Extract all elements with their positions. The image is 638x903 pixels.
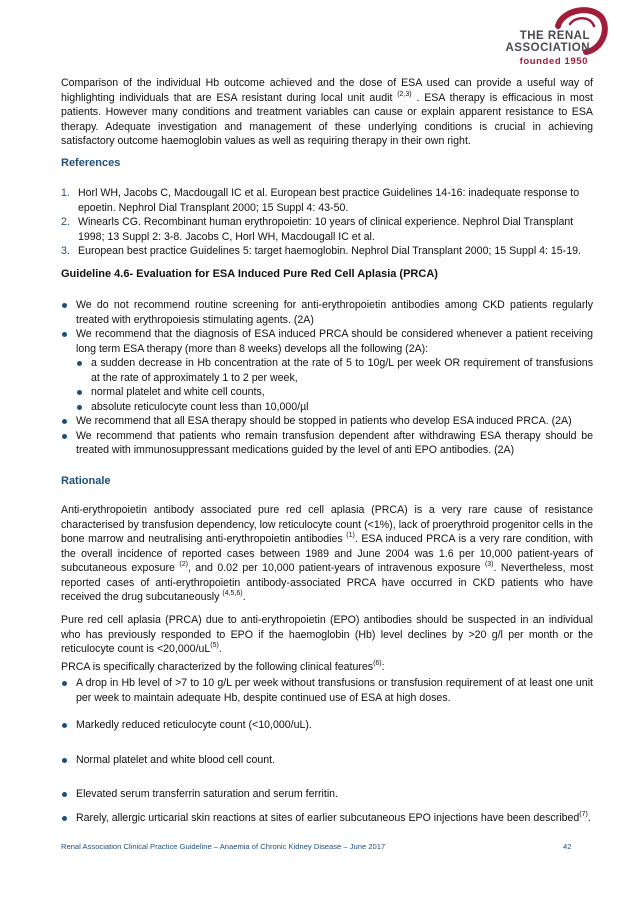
guideline-bullet: We recommend that the diagnosis of ESA induced PRCA should be considered whenever a patient receiving long term ESA therapy (more than 8 weeks) develops all the following (2A): a sudden decrease in Hb concentration at the rate of 5 to 10g/L per week OR requirement of transfusions at the rate of approximately 1 to 2 per week, normal platelet and white cell counts, absolute reticulocyte count less than 10,000/µl: [61, 327, 593, 414]
intro-text-2: . ESA therapy is efficacious in most patients. However many conditions and treatment variables can cause or explain apparent resistance to ESA therapy. Adequate investigation and management of these underlying conditions is crucial in achieving satisfactory outcome haemoglobin values as well as requiring therapy in their own right.: [61, 91, 593, 147]
bullet-icon: [77, 361, 82, 366]
feature-item: Rarely, allergic urticarial skin reactions at sites of earlier subcutaneous EPO injections have been described$^{(7)}$.: [61, 811, 593, 826]
reference-item: [61, 215, 593, 244]
feature-item: Normal platelet and white blood cell count.: [61, 753, 593, 768]
feature-item: Markedly reduced reticulocyte count (<10,000/uL).: [61, 718, 593, 733]
bullet-icon: [62, 792, 67, 797]
guideline-bullet: We recommend that patients who remain transfusion dependent after withdrawing ESA therapy should be treated with immunosuppressant medications guided by the level of anti EPO antibodies. (2A): [61, 429, 593, 458]
reference-item: [61, 186, 593, 215]
citation: (3): [484, 561, 494, 568]
citation: (6): [373, 660, 382, 667]
reference-number: 3.: [61, 245, 70, 257]
guideline-sub-bullet: a sudden decrease in Hb concentration at the rate of 5 to 10g/L per week OR requirement of transfusions at the rate of approximately 1 to 2 per week,: [76, 356, 593, 385]
footer-text: Renal Association Clinical Practice Guideline – Anaemia of Chronic Kidney Disease – June 2017: [61, 842, 386, 851]
bullet-icon: [62, 434, 67, 439]
logo-line-3: founded 1950: [519, 56, 588, 67]
guideline-heading: Guideline 4.6- Evaluation for ESA Induced Pure Red Cell Aplasia (PRCA): [61, 268, 438, 280]
reference-item: [61, 244, 593, 259]
reference-number: 1.: [61, 187, 70, 199]
page-number: 42: [563, 842, 572, 851]
feature-item: Elevated serum transferrin saturation and serum ferritin.: [61, 787, 593, 802]
bullet-icon: [62, 681, 67, 686]
reference-text: European best practice Guidelines 5: target haemoglobin. Nephrol Dial Transplant 2000; 15 Suppl 4: 15-19.: [78, 245, 581, 257]
feature-item: A drop in Hb level of >7 to 10 g/L per week without transfusions or transfusion requirement of at least one unit per week to maintain adequate Hb, despite continued use of ESA at high doses.: [61, 676, 593, 705]
bullet-icon: [62, 332, 67, 337]
logo-line-2: ASSOCIATION: [505, 42, 590, 54]
references-list: [61, 186, 593, 259]
reference-text: Winearls CG. Recombinant human erythropoietin: 10 years of clinical experience. Nephrol Dial Transplant 1998; 13 Suppl 2: 3-8. Jacobs C, Horl WH, Macdougall IC et al.: [78, 216, 574, 243]
rationale-heading: Rationale: [61, 475, 111, 487]
bullet-icon: [62, 816, 67, 821]
citation: (4,5,6): [222, 590, 243, 597]
renal-association-logo: [500, 4, 610, 84]
citation: (1): [346, 532, 355, 539]
intro-paragraph: [61, 76, 593, 149]
intro-citation: (2,3): [397, 90, 412, 98]
bullet-icon: [62, 758, 67, 763]
citation: (2): [179, 561, 188, 568]
bullet-icon: [77, 405, 82, 410]
guideline-bullet: We recommend that all ESA therapy should be stopped in patients who develop ESA induced PRCA. (2A): [61, 414, 593, 429]
references-heading: References: [61, 157, 121, 169]
citation: (5): [210, 642, 219, 649]
intro-text-1: Comparison of the individual Hb outcome achieved and the dose of ESA used can provide a useful way of highlighting individuals that are ESA resistant during local unit audit: [61, 77, 593, 104]
rationale-paragraph-1: Anti-erythropoietin antibody associated pure red cell aplasia (PRCA) is a very rare cause of resistance characterised by transfusion dependency, low reticulocyte count (<1%), lack of proerythroid progenitor cells in the bone marrow and neutralising anti-erythropoietin antibodies $^{(1)}$. ESA induced PRCA is a very rare condition, with the overall incidence of reported cases between 1989 and June 2004 was 1.6 per 10,000 patient-years of subcutaneous exposure $^{(2)}$, and 0.02 per 10,000 patient-years of intravenous exposure $^{(3)}$. Nevertheless, most reported cases of anti-erythropoietin antibody-associated PRCA have occurred in CKD patients who have received the drug subcutaneously $^{(4,5,6)}$.: [61, 504, 594, 603]
reference-number: 2.: [61, 216, 70, 228]
guideline-sub-bullet: absolute reticulocyte count less than 10,000/µl: [76, 400, 593, 415]
rationale-paragraph-2: Pure red cell aplasia (PRCA) due to anti-erythropoietin (EPO) antibodies should be suspected in an individual who has previously responded to EPO if the haemoglobin (Hb) level declines by >20 g/l per month or the reticulocyte count is $<20,000/uL^{(5)}$.: [61, 614, 593, 655]
bullet-icon: [62, 723, 67, 728]
logo-line-1: THE RENAL: [519, 30, 590, 42]
guideline-bullet: We do not recommend routine screening for anti-erythropoietin antibodies among CKD patients regularly treated with erythropoiesis stimulating agents. (2A): [61, 298, 593, 327]
bullet-icon: [77, 390, 82, 395]
citation: (7): [579, 811, 588, 818]
rationale-paragraph-3: PRCA is specifically characterized by the following clinical features$^{(6)}$:: [61, 660, 385, 673]
guideline-bullets: [61, 298, 593, 458]
reference-text: Horl WH, Jacobs C, Macdougall IC et al. European best practice Guidelines 14-16: inadequate response to epoetin. Nephrol Dial Transplant 2000; 15 Suppl 4: 43-50.: [78, 187, 580, 214]
bullet-icon: [62, 419, 67, 424]
bullet-icon: [62, 303, 67, 308]
guideline-sub-bullet: normal platelet and white cell counts,: [76, 385, 593, 400]
